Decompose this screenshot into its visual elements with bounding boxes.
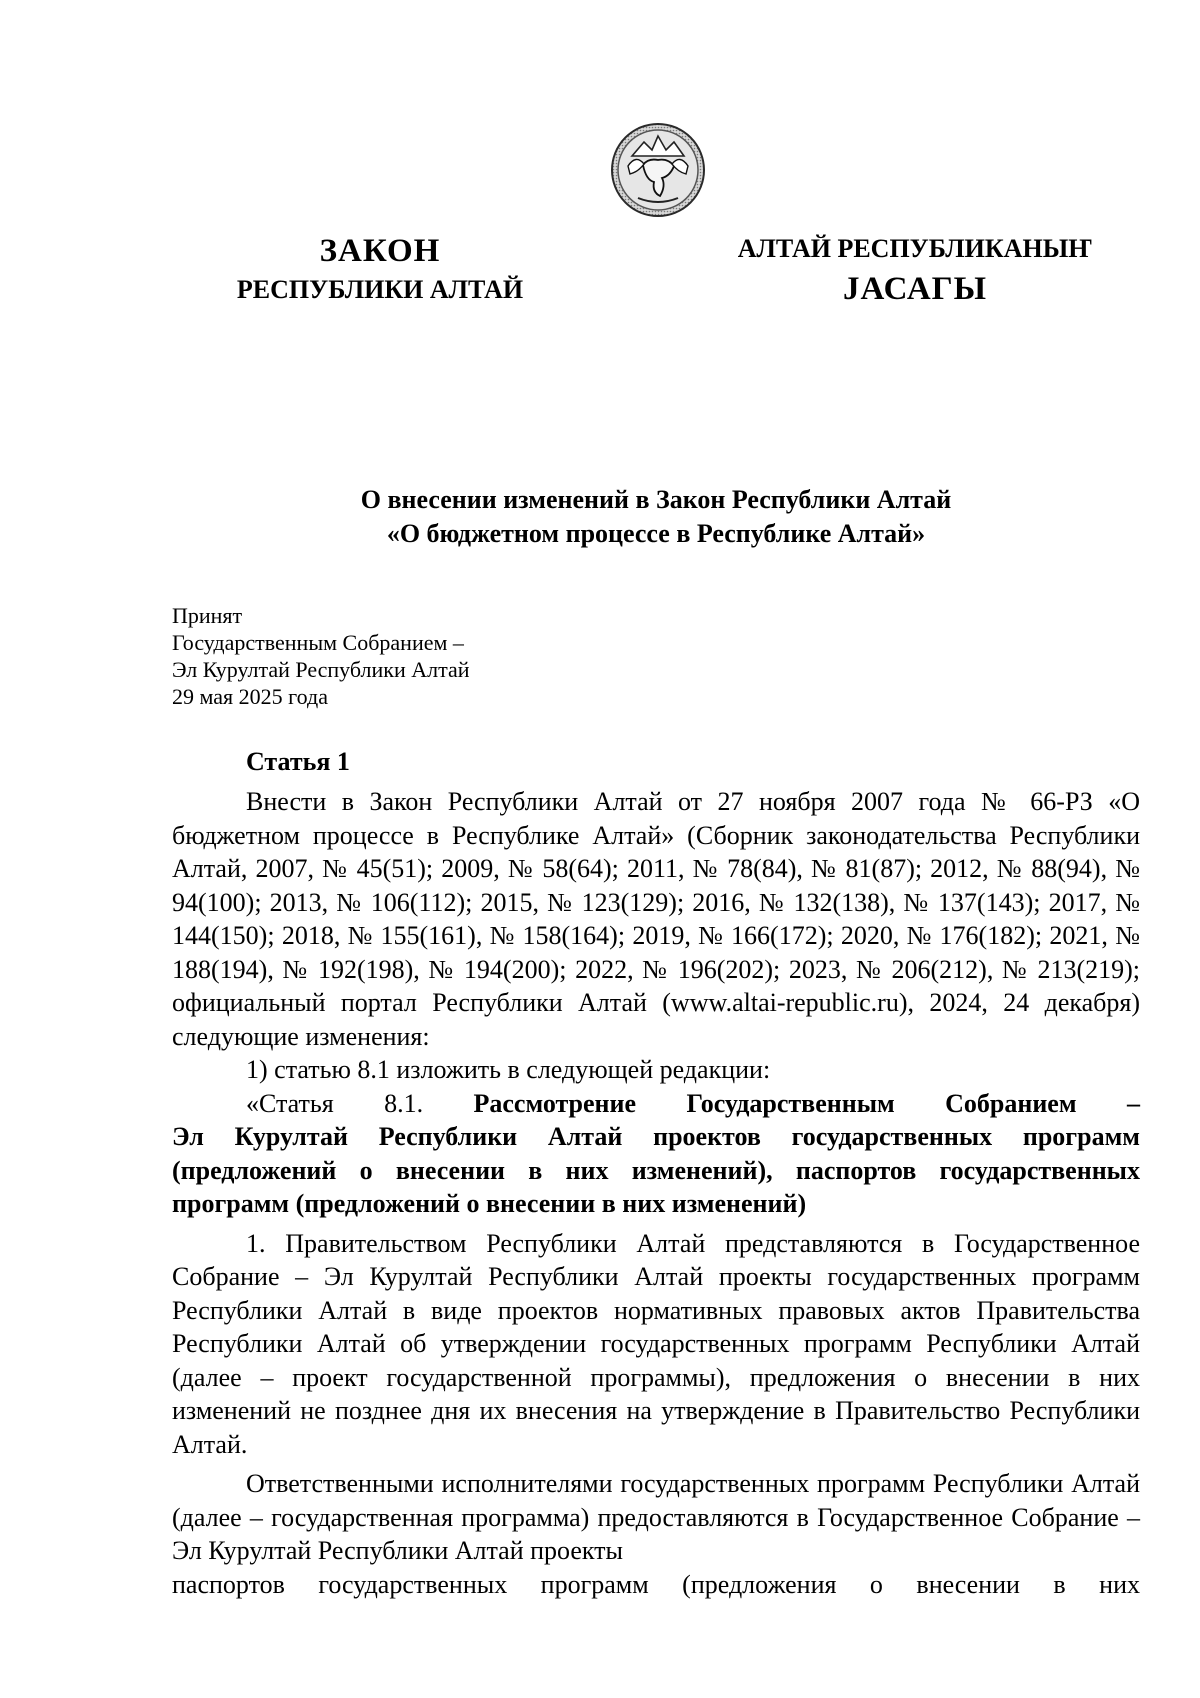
law-title xyxy=(172,483,1140,551)
header-right-title: ЈАСАГЫ xyxy=(842,271,988,307)
article-paragraph-2-last-line: паспортов государственных программ (предложения о внесении в них xyxy=(172,1569,1140,1599)
art81-bold-dash: – xyxy=(1126,1088,1140,1118)
header-right xyxy=(715,231,1115,311)
law-title-line1: О внесении изменений в Закон Республики Алтай xyxy=(360,485,952,514)
article-paragraph-2: Ответственными исполнителями государственных программ Республики Алтай (далее – государственная программа) предоставляются в Государственное Собрание – Эл Курултай Республики Алтай проекты xyxy=(172,1469,1140,1565)
adoption-date: 29 мая 2025 года xyxy=(172,684,328,709)
article-item-1: 1) статью 8.1 изложить в следующей редакции: xyxy=(246,1055,771,1084)
art81-number: 8.1. xyxy=(384,1088,424,1118)
art81-bold-word-2: Государственным xyxy=(686,1088,895,1118)
header-right-subtitle: АЛТАЙ РЕСПУБЛИКАНЫҤ xyxy=(737,234,1093,263)
law-title-line2: «О бюджетном процессе в Республике Алтай» xyxy=(386,519,926,548)
article-heading: Статья 1 xyxy=(246,747,350,776)
adoption-block xyxy=(172,602,672,710)
art81-bold-word-1: Рассмотрение xyxy=(473,1088,637,1118)
art81-bold-word-3: Собранием xyxy=(945,1088,1077,1118)
article-8-1-heading-rest: Эл Курултай Республики Алтай проектов государственных программ (предложений о внесении в них изменений), паспортов государственных программ (предложений о внесении в них изменений) xyxy=(172,1122,1140,1218)
art81-word: «Статья xyxy=(246,1088,334,1118)
adoption-line3: Эл Курултай Республики Алтай xyxy=(172,657,470,682)
header-left-subtitle: РЕСПУБЛИКИ АЛТАЙ xyxy=(236,275,524,304)
article-8-1-heading xyxy=(172,1087,1140,1121)
article-body xyxy=(172,785,1140,1601)
article-paragraph-1: 1. Правительством Республики Алтай представляются в Государственное Собрание – Эл Курултай Республики Алтай проекты государственных программ Республики Алтай в виде проектов нормативных правовых актов Правительства Республики Алтай об утверждении государственных программ Республики Алтай (далее – проект государственной программы), предложения о внесении в них изменений не позднее дня их внесения на утверждение в Правительство Республики Алтай. xyxy=(172,1228,1140,1459)
adoption-line1: Принят xyxy=(172,603,243,628)
header-left xyxy=(215,231,545,309)
adoption-line2: Государственным Собранием – xyxy=(172,630,464,655)
header-left-title: ЗАКОН xyxy=(319,233,441,269)
coat-of-arms-icon xyxy=(588,120,728,220)
article-intro: Внести в Закон Республики Алтай от 27 ноября 2007 года № 66-РЗ «О бюджетном процессе в Республике Алтай» (Сборник законодательства Республики Алтай, 2007, № 45(51); 2009, № 58(64); 2011, № 78(84), № 81(87); 2012, № 88(94), № 94(100); 2013, № 106(112); 2015, № 123(129); 2016, № 132(138), № 137(143); 2017, № 144(150); 2018, № 155(161), № 158(164); 2019, № 166(172); 2020, № 176(182); 2021, № 188(194), № 192(198), № 194(200); 2022, № 196(202); 2023, № 206(212), № 213(219); официальный портал Республики Алтай (www.altai-republic.ru), 2024, 24 декабря) следующие изменения: xyxy=(172,787,1140,1051)
